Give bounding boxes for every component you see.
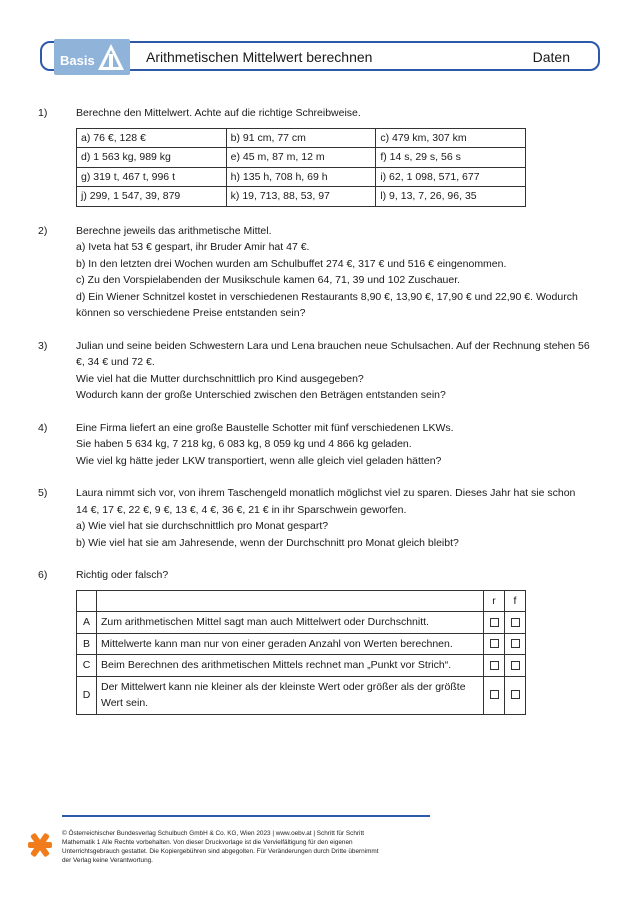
footer-text: Unterrichtsgebrauch gestattet. Die Kopiergebühren sind abgegolten. Für Veränderungen durch Dritte übernimmt	[62, 848, 379, 855]
table-row	[77, 148, 526, 168]
task-text: d) Ein Wiener Schnitzel kostet in verschiedenen Restaurants 8,90 €, 13,90 €, 17,90 € und 22,90 €. Wodurch	[76, 290, 578, 303]
task-text: Richtig oder falsch?	[76, 569, 169, 581]
task-number: 4)	[38, 421, 48, 434]
checkbox-richtig[interactable]	[490, 618, 499, 627]
table-cell	[97, 590, 484, 612]
table-cell: f) 14 s, 29 s, 56 s	[376, 148, 526, 168]
task-2	[38, 223, 608, 322]
checkbox-richtig[interactable]	[490, 639, 499, 648]
task-5	[38, 485, 608, 551]
table-row	[77, 633, 526, 655]
column-header-richtig: r	[484, 590, 505, 612]
table-cell: j) 299, 1 547, 39, 879	[77, 187, 227, 207]
checkbox-cell	[484, 633, 505, 655]
task-text: a) Iveta hat 53 € gespart, ihr Bruder Amir hat 47 €.	[76, 241, 310, 253]
worksheet-title: Arithmetischen Mittelwert berechnen	[146, 49, 373, 65]
statement-text: Der Mittelwert kann nie kleiner als der kleinste Wert oder größer als der größte Wert sein.	[97, 676, 484, 714]
values-table	[76, 128, 526, 207]
table-cell: c) 479 km, 307 km	[376, 128, 526, 148]
triangle-logo-icon	[96, 42, 126, 72]
statement-text: Zum arithmetischen Mittel sagt man auch Mittelwert oder Durchschnitt.	[97, 612, 484, 634]
task-number: 6)	[38, 569, 48, 581]
checkbox-cell	[505, 612, 526, 634]
table-cell: b) 91 cm, 77 cm	[226, 128, 376, 148]
checkbox-richtig[interactable]	[490, 661, 499, 670]
table-cell: a) 76 €, 128 €	[77, 128, 227, 148]
checkbox-falsch[interactable]	[511, 618, 520, 627]
task-text: c) Zu den Vorspielabenden der Musikschule kamen 64, 71, 39 und 102 Zuschauer.	[76, 274, 461, 286]
task-text: Julian und seine beiden Schwestern Lara und Lena brauchen neue Schulsachen. Auf der Rechnung stehen 56	[76, 339, 590, 352]
table-cell: d) 1 563 kg, 989 kg	[77, 148, 227, 168]
statement-label: B	[77, 633, 97, 655]
task-text: Wie viel kg hätte jeder LKW transportiert, wenn alle gleich viel geladen hätten?	[76, 454, 442, 467]
table-cell: g) 319 t, 467 t, 996 t	[77, 167, 227, 187]
footer-text: Mathematik 1 Alle Rechte vorbehalten. Von dieser Druckvorlage ist die Vervielfältigung für den eigenen	[62, 839, 353, 846]
table-row	[77, 676, 526, 714]
true-false-table	[76, 590, 526, 715]
table-row	[77, 167, 526, 187]
publisher-logo-icon	[28, 832, 52, 858]
task-1	[38, 105, 608, 207]
task-number: 3)	[38, 339, 48, 352]
task-6	[38, 567, 608, 715]
task-text: b) Wie viel hat sie am Jahresende, wenn der Durchschnitt pro Monat gleich bleibt?	[76, 536, 459, 549]
task-number: 5)	[38, 487, 48, 499]
statement-text: Beim Berechnen des arithmetischen Mittels rechnet man „Punkt vor Strich“.	[97, 655, 484, 677]
checkbox-richtig[interactable]	[490, 690, 499, 699]
statement-label: A	[77, 612, 97, 634]
checkbox-cell	[484, 655, 505, 677]
task-3	[38, 338, 608, 404]
checkbox-falsch[interactable]	[511, 690, 520, 699]
worksheet-topic: Daten	[532, 49, 570, 65]
footer-divider	[62, 815, 430, 817]
task-text: Wie viel hat die Mutter durchschnittlich pro Kind ausgegeben?	[76, 372, 364, 385]
task-text: €, 34 € und 72 €.	[76, 356, 155, 368]
table-cell: h) 135 h, 708 h, 69 h	[226, 167, 376, 187]
table-cell: k) 19, 713, 88, 53, 97	[226, 187, 376, 207]
footer-text: © Österreichischer Bundesverlag Schulbuch GmbH & Co. KG, Wien 2023 | www.oebv.at | Schritt für Schritt	[62, 830, 365, 837]
column-header-falsch: f	[505, 590, 526, 612]
table-row	[77, 128, 526, 148]
statement-label: C	[77, 655, 97, 677]
table-cell: e) 45 m, 87 m, 12 m	[226, 148, 376, 168]
checkbox-cell	[484, 612, 505, 634]
table-cell: i) 62, 1 098, 571, 677	[376, 167, 526, 187]
table-cell: l) 9, 13, 7, 26, 96, 35	[376, 187, 526, 207]
task-text: 14 €, 17 €, 22 €, 9 €, 13 €, 4 €, 36 €, 21 € in ihr Sparschwein geworfen.	[76, 503, 407, 516]
task-text: Berechne jeweils das arithmetische Mittel.	[76, 224, 272, 237]
checkbox-cell	[505, 655, 526, 677]
checkbox-falsch[interactable]	[511, 661, 520, 670]
task-text: Sie haben 5 634 kg, 7 218 kg, 6 083 kg, 8 059 kg und 4 866 kg geladen.	[76, 438, 412, 450]
task-text: Berechne den Mittelwert. Achte auf die richtige Schreibweise.	[76, 107, 361, 119]
checkbox-cell	[505, 676, 526, 714]
level-badge	[54, 39, 130, 75]
table-header-row	[77, 590, 526, 612]
checkbox-cell	[505, 633, 526, 655]
statement-label: D	[77, 676, 97, 714]
task-text: Wodurch kann der große Unterschied zwischen den Beträgen entstanden sein?	[76, 389, 446, 401]
task-4	[38, 420, 608, 470]
task-number: 1)	[38, 107, 48, 119]
table-cell	[77, 590, 97, 612]
table-row	[77, 655, 526, 677]
task-text: Eine Firma liefert an eine große Baustelle Schotter mit fünf verschiedenen LKWs.	[76, 421, 454, 434]
task-text: Laura nimmt sich vor, von ihrem Taschengeld monatlich möglichst viel zu sparen. Dieses Jahr hat sie schon	[76, 487, 576, 499]
worksheet-header	[40, 41, 600, 71]
task-text: b) In den letzten drei Wochen wurden am Schulbuffet 274 €, 317 € und 516 € eingenommen.	[76, 257, 507, 270]
level-badge-label: Basis	[60, 53, 95, 68]
task-text: a) Wie viel hat sie durchschnittlich pro Monat gespart?	[76, 520, 329, 532]
footer-text: der Verlag keine Verantwortung.	[62, 857, 153, 864]
table-row	[77, 612, 526, 634]
statement-text: Mittelwerte kann man nur von einer geraden Anzahl von Werten berechnen.	[97, 633, 484, 655]
worksheet-content	[38, 105, 608, 731]
table-row	[77, 187, 526, 207]
checkbox-cell	[484, 676, 505, 714]
task-number: 2)	[38, 224, 48, 237]
checkbox-falsch[interactable]	[511, 639, 520, 648]
copyright-footer	[62, 829, 462, 865]
task-text: können so verschiedene Preise entstanden sein?	[76, 307, 306, 319]
